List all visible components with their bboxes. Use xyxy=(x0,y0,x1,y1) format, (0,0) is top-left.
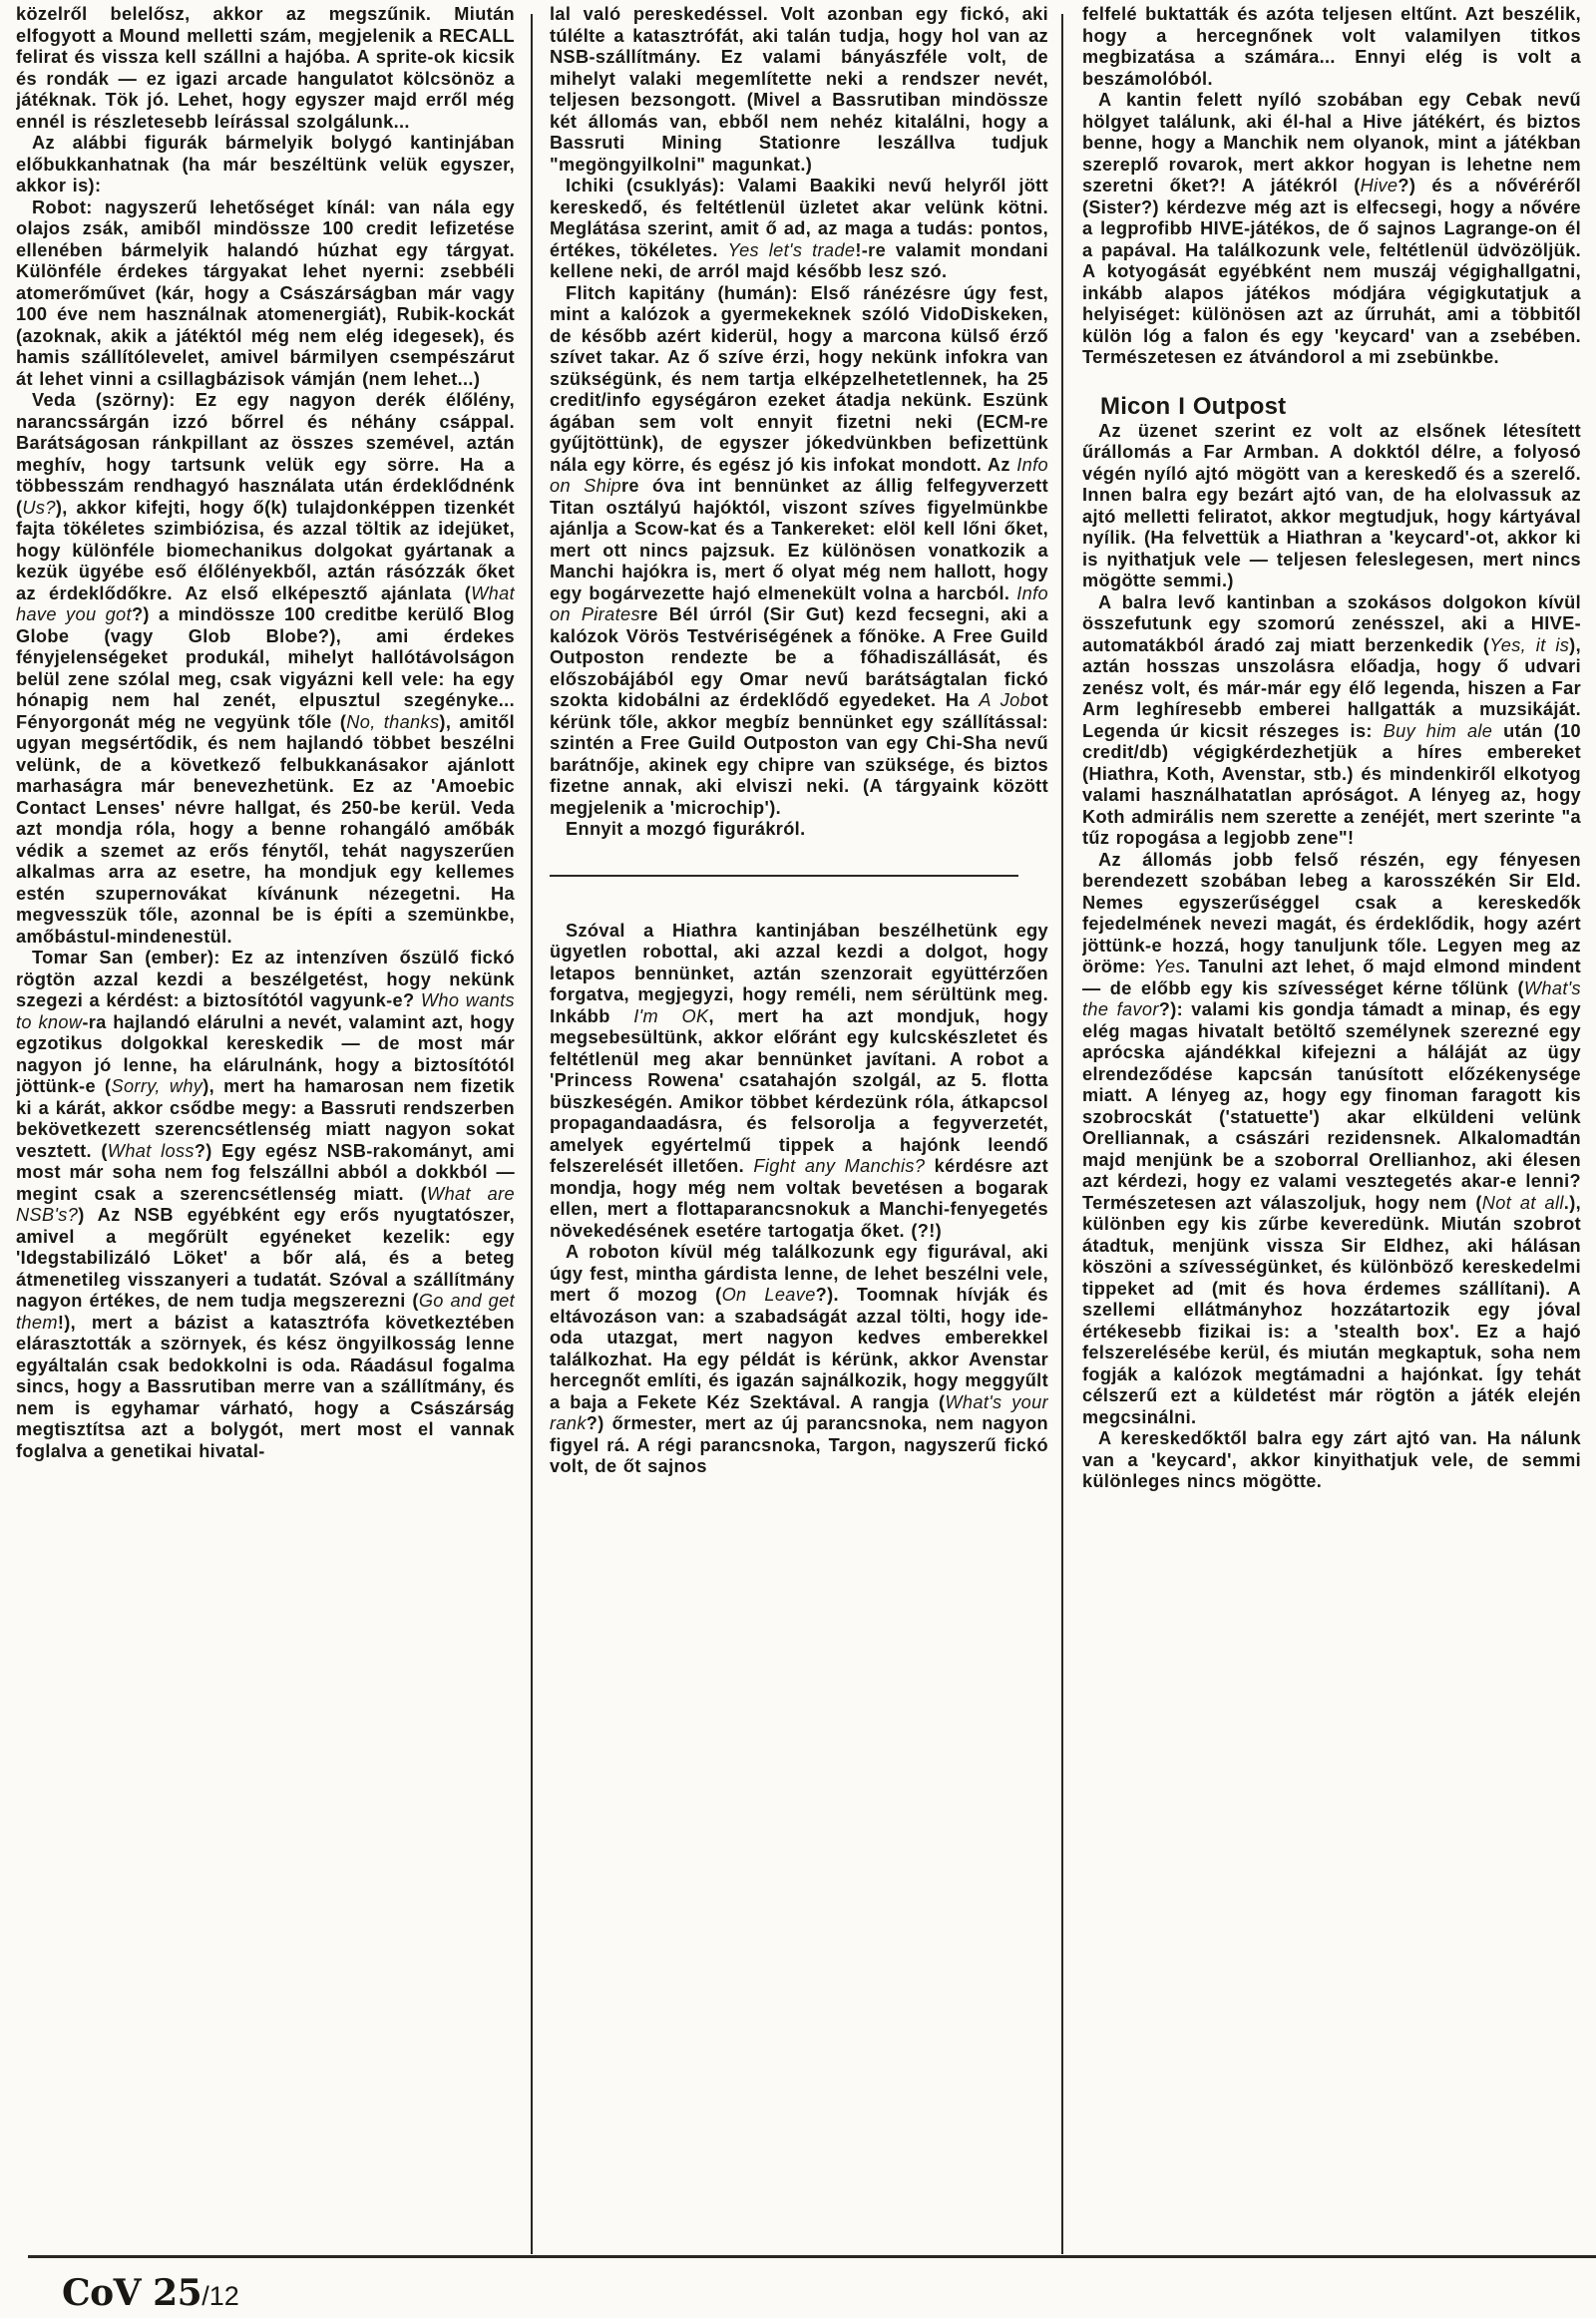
paragraph xyxy=(550,4,1048,176)
text-run: Tomar San (ember): Ez az intenzíven őszülő fickó rögtön azzal kezdi a beszélgetést, hogy nekünk szegezi a kérdést: a biztosítótól vagyunk-e? xyxy=(16,948,515,1010)
page-footer xyxy=(62,2272,239,2314)
italic-phrase: Yes let's trade xyxy=(727,239,856,260)
paragraph xyxy=(1082,421,1581,592)
column-divider xyxy=(1061,14,1063,2254)
section-heading: Micon I Outpost xyxy=(1100,392,1287,420)
text-run: !-re valamit mondani kellene neki, de arról majd később lesz szó. xyxy=(550,239,1048,281)
paragraph xyxy=(550,819,1048,841)
italic-phrase: What have you got xyxy=(16,582,515,624)
paragraph xyxy=(550,921,1048,1243)
paragraph xyxy=(16,390,515,948)
text-column-2 xyxy=(550,4,1048,2246)
italic-phrase: Hive xyxy=(1360,176,1398,195)
text-run: Ennyit a mozgó figurákról. xyxy=(566,819,806,839)
page-number: /12 xyxy=(201,2281,239,2311)
italic-phrase: Who wants to know xyxy=(16,990,515,1032)
paragraph xyxy=(1082,4,1581,90)
text-run: !), mert a bázist a katasztrófa következtében elárasztották a szörnyek, és kész öngyilkosság lenne egyáltalán csak bedokkolni is oda. Ráadásul fogalma sincs, hogy a Bassrutiban merre van a szállítmány, és nem is egyhamar várható, hogy a Császárság megtisztítsa azt a bolygót, mert most el vannak foglalva a genetikai hivatal- xyxy=(16,1312,515,1461)
text-run: A kantin felett nyíló szobában egy Cebak nevű hölgyet találunk, aki él-hal a Hive játékért, és biztos benne, hogy a Manchik nem olyanok, mint a játékban szereplő rovarok, mert akkor hogyan is lehetne nem szeretni őket?! A játékról ( xyxy=(1082,90,1581,195)
text-run: közelről belelősz, akkor az megszűnik. Miután elfogyott a Mound melletti szám, megjelenik a RECALL felirat és vissza kell szállni a hajóba. A sprite-ok kicsik és rondák — ez igazi arcade hangulatot kölcsönöz a játéknak. Tök jó. Lehet, hogy egyszer majd erről még ennél is részletesebb leírással szolgálunk... xyxy=(16,4,515,132)
footer-rule xyxy=(28,2255,1596,2258)
paragraph xyxy=(16,948,515,1462)
text-run: Flitch kapitány (humán): Első ránézésre úgy fest, mint a kalózok a gyermekeknek szóló VidoDiskeken, de később azért kiderül, hogy a marcona külső érző szívet takar. Az ő szíve érzi, hogy nekünk infokra van szükségünk, és nem tartja elképzelhetetlennek, ha 25 credit/info egységáron ezeket átadja nekünk. Eszünk ágában sem volt ennyit fizetni neki (ECM-re gyűjtöttünk), de egyszer jókedvünkben befizettünk nála egy körre, és egész jó kis infokat mondott. Az xyxy=(550,282,1048,475)
paragraph xyxy=(550,283,1048,820)
text-run: után (10 credit/db) végigkérdezhetjük a híres embereket (Hiathra, Koth, Avenstar, stb.) és mindenkiről elkotyog valami használhatatlan apróságot. A lényeg az, hogy Koth admirális nem szerette a zenéjét, mert szerinte "a tűz ropogása a legjobb zene"! xyxy=(1082,720,1581,848)
section-divider xyxy=(550,875,1018,877)
paragraph xyxy=(1082,592,1581,850)
text-run: Az alábbi figurák bármelyik bolygó kantinjában előbukkanhatnak (ha már beszéltünk velük egyszer, akkor is): xyxy=(16,133,515,195)
italic-phrase: Info on Pirates xyxy=(550,582,1048,624)
text-run: ), mert ha hamarosan nem fizetik ki a kárát, akkor csődbe megy: a Bassruti rendszerben bekövetkezett szerencsétlenség miatt nagyon sokat vesztett. ( xyxy=(16,1076,515,1161)
text-run: Az üzenet szerint ez volt az elsőnek létesített űrállomás a Far Armban. A dokktól délre, a folyosó végén nyíló ajtó mögött van a kereskedő és a szerelő. Innen balra egy bezárt ajtó van, de ha elolvassuk az ajtó melletti feliratot, akkor megtudjuk, hogy kártyával nyílik. (Ha felvettük a Hiathran a 'keycard'-ot, akkor ki is nyithatjuk vele — teljesen feleslegesen, mert nincs mögötte semmi.) xyxy=(1082,420,1581,590)
text-run: .), különben egy kis zűrbe keveredünk. Miután szobrot átadtuk, menjünk vissza Sir Eldhez, aki hálásan köszöni a szívességünket, és különböző kereskedelmi tippeket ad (mit és hova érdemes szállítani). A szellemi ellátmányhoz hozzátartozik egy jóval értékesebb fizikai is: a 'stealth box'. Ez a hajó felszerelésébe kerül, és miután megkaptuk, soha nem fogják a kalózok megtámadni a hajónkat. Így tehát célszerű ezt a küldetést már rögtön a játék elején megcsinálni. xyxy=(1082,1192,1581,1427)
italic-phrase: A Job xyxy=(979,690,1031,710)
text-run: ?) Egy egész NSB-rakományt, ami most már soha nem fog felszállni abból a dokkból — megint csak a szerencsétlenség miatt. ( xyxy=(16,1140,515,1204)
italic-phrase: I'm OK xyxy=(633,1005,709,1026)
italic-phrase: Us? xyxy=(22,497,56,518)
paragraph xyxy=(1082,850,1581,1429)
paragraph xyxy=(16,133,515,197)
paragraph xyxy=(16,197,515,391)
text-run: ?): valami kis gondja támadt a minap, és egy elég magas hivatalt betöltő személynek szerezné egy aprócska ajándékkal kifejezni a háláját az ügy elrendeződése kapcsán tanúsított előzékenysége miatt. A lényeg az, hogy egy finoman faragott kis szobrocskát ('statuette') akar elküldeni velünk Orelliannak, a császári rezidensnek. Alkalomadtán majd menjünk be a szoborral Orellianhoz, aki élesen azt kérdezi, hogy ez valami vesztegetés akar-e lenni? Természetesen azt válaszoljuk, hogy nem ( xyxy=(1082,999,1581,1213)
magazine-issue: CoV 25 xyxy=(62,2272,202,2314)
text-run: felfelé buktatták és azóta teljesen eltűnt. Azt beszélik, hogy a hercegnőnek volt valamilyen titkos megbizatása a számára... Ennyi elég is volt a beszámolóból. xyxy=(1082,4,1581,89)
italic-phrase: Go and get them xyxy=(16,1291,515,1333)
text-run: A balra levő kantinban a szokásos dolgokon kívül összefutunk egy szomorú zenésszel, aki a HIVE-automatákból áradó zaj miatt berzenkedik ( xyxy=(1082,591,1581,655)
text-run: Robot: nagyszerű lehetőséget kínál: van nála egy olajos zsák, amiből mindössze 100 credit lefizetése ellenében bármelyik halandó húzhat egy tárgyat. Különféle érdekes tárgyakat lehet nyerni: zsebbéli atomerőművet (kár, hogy a Császárságban már vagy 100 éve nem használnak atomenergiát), Rubik-kockát (azoknak, akik a játéktól még nem elég idegesek), és hamis szállítólevelet, amivel bármilyen csempészárut át lehet vinni a csillagbázisok vámján (nem lehet...) xyxy=(16,196,515,389)
italic-phrase: What's the favor xyxy=(1082,977,1581,1019)
paragraph xyxy=(1082,90,1581,369)
text-run: Szóval a Hiathra kantinjában beszélhetünk egy ügyetlen robottal, aki azzal kezdi a dolgot, hogy letapos bennünket, aztán szenzorait együttérzően forgatva, megjegyzi, hogy reméli, nem sérültünk meg. Inkább xyxy=(550,920,1048,1026)
text-run: ) Az NSB egyébként egy erős nyugtatószer, amivel a megőrült egyéneket kezelik: egy 'Idegstabilizáló Löket' a bőr alá, és a beteg átmenetileg visszanyeri a tudatát. Szóval a szállítmány nagyon értékes, de nem tudja megszerezni ( xyxy=(16,1205,515,1311)
text-run: A kereskedőktől balra egy zárt ajtó van. Ha nálunk van a 'keycard', akkor kinyithatjuk vele, de semmi különleges nincs mögötte. xyxy=(1082,1428,1581,1491)
text-run: ?) és a nővéréről (Sister?) kérdezve még azt is elfecsegi, hogy a nővére a legprofibb HIVE-játékos, de ő sajnos Lagrange-on él a papával. Ha találkozunk vele, feltétlenül üdvözöljük. A kotyogását egyébként nem muszáj végighallgatni, inkább alapos játékos módjára végigkutatjuk a helyiséget: különösen azt az űrruhát, ami a többitől külön lóg a falon és egy 'keycard' van a zsebében. Természetesen ez átvándorol a mi zsebünkbe. xyxy=(1082,176,1581,367)
text-run: A roboton kívül még találkozunk egy figurával, aki úgy fest, mintha gárdista lenne, de lehet beszélni vele, mert ő mozog ( xyxy=(550,1242,1048,1305)
text-run: -ra hajlandó elárulni a nevét, valamint azt, hogy egzotikus dolgokkal kereskedik — de most már nagyon jó lenne, ha elárulnánk, hogy a biztosítótól jöttünk-e ( xyxy=(16,1011,515,1096)
column-divider xyxy=(531,14,533,2254)
italic-phrase: Sorry, why xyxy=(111,1076,203,1096)
text-run: , mert ha azt mondjuk, hogy megsebesültünk, akkor előránt egy kulcskészletet és feltétlenül meg akar bennünket javítani. A robot a 'Princess Rowena' csatahajón szolgál, az 5. flotta büszkeségén. Amikor többet kérdezünk róla, átkapcsol propagandaadásra, és felsorolja a fegyverzetét, amelyek egyértelmű tippek a hajónk leendő felszerelését illetően. xyxy=(550,1005,1048,1176)
italic-phrase: Buy him ale xyxy=(1383,720,1493,741)
text-column-3 xyxy=(1082,4,1581,2246)
paragraph xyxy=(550,1242,1048,1478)
text-run: ), aztán hosszas unszolásra előadja, hogy ő udvari zenész volt, és már-már egy élő legenda, hiszen a Far Arm leghíresebb emberei hallgatták a muzsikáját. Legenda úr kicsit részeges is: xyxy=(1082,634,1581,741)
italic-phrase: On Leave xyxy=(721,1285,816,1305)
text-run: ?) őrmester, mert az új parancsnoka, nem nagyon figyel rá. A régi parancsnoka, Targon, nagyszerű fickó volt, de őt sajnos xyxy=(550,1413,1048,1476)
italic-phrase: What loss xyxy=(107,1140,195,1161)
text-run: ?). Toomnak hívják és eltávozáson van: a szabadságát azzal tölti, hogy ide-oda utazgat, mert nagyon kedves emberekkel találkozhat. Ha egy példát is kérünk, akkor Avenstar hercegnőt említi, és igazán sajnálkozik, hogy meggyűlt a baja a Fekete Kéz Szektával. A rangja ( xyxy=(550,1285,1048,1412)
italic-phrase: Not at all xyxy=(1481,1192,1564,1213)
text-run: ?) a mindössze 100 creditbe kerülő Blog Globe (vagy Glob Blobe?), ami érdekes fényjelenségeket produkál, mihelyt hallótávolságon belül zene szólal meg, csak vigyázni kell vele: ha egy hónapig nem hal zenét, elpusztul szegényke... Fényorgonát még ne vegyünk tőle ( xyxy=(16,604,515,732)
italic-phrase: What's your rank xyxy=(550,1391,1048,1433)
text-run: ot kérünk tőle, akkor megbíz bennünket egy szállítással: szintén a Free Guild Outposton van egy Chi-Sha nevű barátnője, akinek egy chipre van szüksége, és biztos fizetne annak, aki elviszi neki. (A tárgyaink között megjelenik a 'microchip'). xyxy=(550,690,1048,818)
text-run: kérdésre azt mondja, hogy még nem voltak bevetésen a bogarak ellen, mert a flottaparancsnokuk a Manchi-fenyegetés növekedésének esetére tartogatja őket. (?!) xyxy=(550,1156,1048,1241)
italic-phrase: Yes xyxy=(1153,957,1185,976)
paragraph xyxy=(550,176,1048,283)
text-run: Az állomás jobb felső részén, egy fényesen berendezett szobában lebeg a karosszékén Sir Eld. Nemes egyszerűséggel csak a kereskedők fejedelmének nevezi magát, és érdeklődik, hogy azért jöttünk-e hozzá, hogy tanuljunk tőle. Legyen meg az öröme: xyxy=(1082,849,1581,976)
italic-phrase: Yes, it is xyxy=(1489,634,1570,655)
text-run: lal való pereskedéssel. Volt azonban egy fickó, aki túlélte a katasztrófát, aki talán tudja, hogy hol van az NSB-szállítmány. Ez valami bányászféle volt, de mihelyt valaki megemlítette neki a rendszer nevét, teljesen bezsongott. (Mivel a Bassrutiban mindössze két állomás van, ebből nem nehéz kitalálni, hogy a Bassruti Mining Stationre leszállva tudjuk "megöngyilkolni" magunkat.) xyxy=(550,4,1048,175)
italic-phrase: Fight any Manchis? xyxy=(753,1156,926,1176)
text-run: . Tanulni azt lehet, ő majd elmond mindent — de előbb egy kis szívességet kérne tőlünk ( xyxy=(1082,957,1581,998)
paragraph xyxy=(16,4,515,133)
text-run: Ichiki (csuklyás): Valami Baakiki nevű helyről jött kereskedő, és feltétlenül üzletet akar velünk kötni. Meglátása szerint, amit ő ad, az maga a tudás: pontos, értékes, tökéletes. xyxy=(550,176,1048,260)
italic-phrase: No, thanks xyxy=(346,711,440,732)
text-column-1 xyxy=(16,4,515,2246)
italic-phrase: What are NSB's? xyxy=(16,1183,515,1225)
paragraph xyxy=(1082,1428,1581,1493)
text-run: re óva int bennünket az állig felfegyverzett Titan osztályú hajóktól, viszont szíves figyelmünkbe ajánlja a Scow-kat és a Tankereket: elöl kell lőni őket, mert ott nincs pajzsuk. Ez különösen vonatkozik a Manchi hajókra is, mert ő olyat még nem hallott, hogy egy bogárvezette hajó elmenekült volna a harcból. xyxy=(550,476,1048,603)
text-run: ), amitől ugyan megsértődik, és nem hajlandó többet beszélni velünk, de a következő felbukkanásakor ajánlott marhaságra már benevezhetünk. Ez az 'Amoebic Contact Lenses' névre hallgat, és 250-be kerül. Veda azt mondja róla, hogy a benne rohangáló amőbák védik a szemet az erős fénytől, tehát nagyszerűen alkalmas arra az esetre, ha mondjuk egy kellemes estén szupernovákat kívánunk nézegetni. Ha megvesszük tőle, azonnal be is építi a szemünkbe, amőbástul-mindenestül. xyxy=(16,711,515,947)
text-run: re Bél úrról (Sir Gut) kezd fecsegni, aki a kalózok Vörös Testvériségének a főnöke. A Free Guild Outposton rendezte be a főhadiszállását, és előszobájából egy Omar nevű barátságtalan fickó szokta kidobálni az érdeklődő egyedeket. Ha xyxy=(550,604,1048,710)
italic-phrase: Info on Ship xyxy=(550,454,1048,496)
text-run: ), akkor kifejti, hogy ő(k) tulajdonképpen tizenkét fajta tökéletes szimbiózisa, és azzal töltik az idejüket, hogy különféle biomechanikus dolgokat gyártanak a kezük ügyébe eső élőlényekből, aztán rásózzák őket az érdeklődőkre. Az első elképesztő ajánlata ( xyxy=(16,497,515,603)
text-run: Veda (szörny): Ez egy nagyon derék élőlény, narancssárgán izzó bőrrel és néhány csáppal. Barátságosan ránkpillant az összes szemével, aztán meghív, hogy tartsunk velük egy sörre. Ha a többesszám rendhagyó használata után érdeklődnénk ( xyxy=(16,390,515,518)
